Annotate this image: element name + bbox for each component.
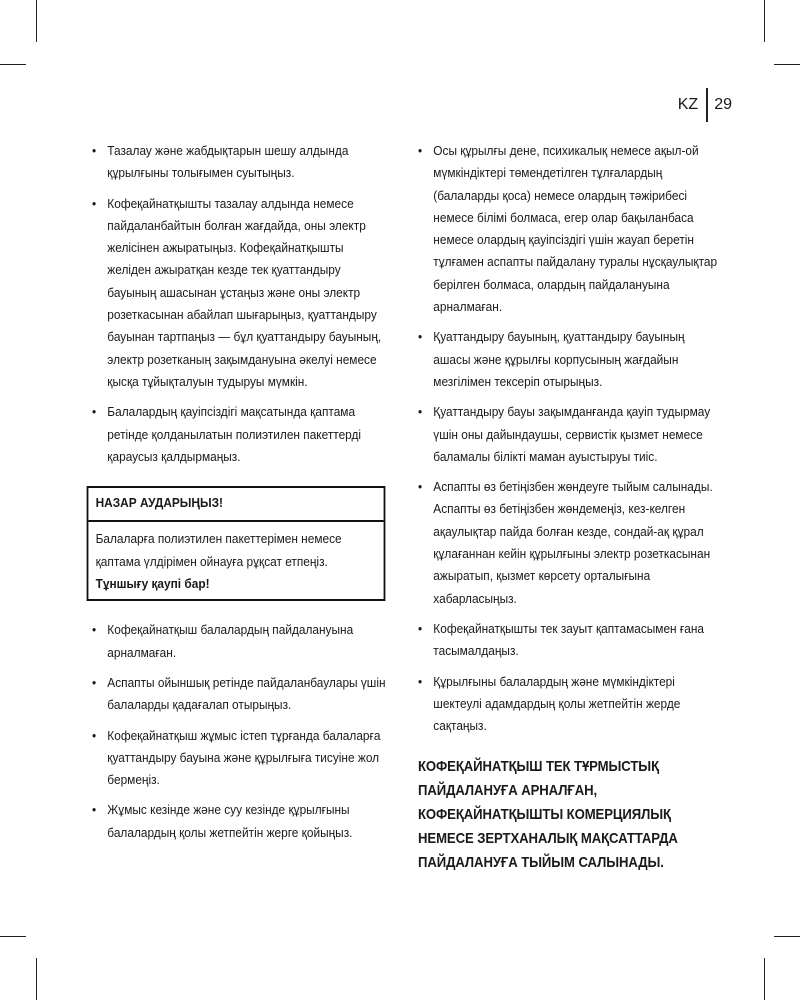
list-item: • Аспапты өз бетіңізбен жөндеуге тыйым салынады. Аспапты өз бетіңізбен жөндемеңіз, кез-келген ақаулықтар пайда болған кезде, сондай-ақ құрал құлағаннан кейін құрылғыны электр розеткасынан ажыратып, қызмет көрсету орталығына хабарласыңыз.: [418, 476, 720, 610]
warning-emphasis: Тұншығу қаупі бар!: [95, 576, 210, 592]
crop-mark: [0, 936, 26, 937]
page-number: 29: [714, 96, 732, 113]
crop-mark: [36, 958, 37, 1000]
crop-mark: [774, 64, 800, 65]
list-item: • Осы құрылғы дене, психикалық немесе ақыл-ой мүмкіндіктері төмендетілген тұлғалардың (балаларды қоса) немесе олардың тәжірибесі немесе білімі болмаса, егер олар бақыланбаса немесе олардың қауіпсіздігі үшін жауап беретін тұлғамен аспапты пайдалану туралы нұсқаулықтар берілген болмаса, олардың пайдалануына арналмаған.: [418, 140, 720, 318]
bullet-list-bottom: [92, 619, 389, 844]
list-item: • Тазалау және жабдықтарын шешу алдында құрылғыны толығымен суытыңыз.: [92, 140, 389, 185]
page-header: [678, 88, 732, 122]
list-item: • Кофеқайнатқыш балалардың пайдалануына арналмаған.: [92, 619, 389, 664]
list-item: • Балалардың қауіпсіздігі мақсатында қаптама ретінде қолданылатын полиэтилен пакеттерді қараусыз қалдырмаңыз.: [92, 401, 389, 468]
left-column: [92, 140, 389, 852]
list-item: • Кофеқайнатқышты тек зауыт қаптамасымен ғана тасымалдаңыз.: [418, 618, 720, 663]
crop-mark: [764, 958, 765, 1000]
list-item: • Кофеқайнатқыш жұмыс істеп тұрғанда балаларға қуаттандыру бауына және құрылғыға тисуіне жол бермеңіз.: [92, 725, 389, 792]
right-column: [418, 140, 720, 875]
list-item: • Аспапты ойыншық ретінде пайдаланбаулары үшін балаларды қадағалап отырыңыз.: [92, 672, 389, 717]
warning-text: Балаларға полиэтилен пакеттерімен немесе қаптама үлдірімен ойнауға рұқсат етпеңіз.: [95, 531, 342, 569]
list-item: • Жұмыс кезінде және суу кезінде құрылғыны балалардың қолы жетпейтін жерге қойыңыз.: [92, 799, 389, 844]
crop-mark: [36, 0, 37, 42]
list-item: • Құрылғыны балалардың және мүмкіндіктері шектеулі адамдардың қолы жетпейтін жерде сақтаңыз.: [418, 671, 720, 738]
final-notice: КОФЕҚАЙНАТҚЫШ ТЕК ТҰРМЫСТЫҚ ПАЙДАЛАНУҒА АРНАЛҒАН, КОФЕҚАЙНАТҚЫШТЫ КОМЕРЦИЯЛЫҚ НЕМЕСЕ ЗЕРТХАНАЛЫҚ МАҚСАТТАРДА ПАЙДАЛАНУҒА ТЫЙЫМ САЛЫНАДЫ.: [418, 759, 678, 872]
warning-box: [87, 486, 386, 601]
list-item: • Кофеқайнатқышты тазалау алдында немесе пайдаланбайтын болған жағдайда, оны электр желісінен ажыратыңыз. Кофеқайнатқышты желіден ажыратқан кезде тек қуаттандыру бауының ашасынан ұстаңыз және оны электр розеткасынан абайлап шығарыңыз, қуаттандыру бауынан тартпаңыз — бұл қуаттандыру бауының, электр розетканың зақымдануына әкелуі немесе қысқа тұйықталуын тудыруы мүмкін.: [92, 193, 389, 394]
language-code: KZ: [677, 96, 699, 113]
crop-mark: [0, 64, 26, 65]
bullet-list-right: [418, 140, 720, 737]
crop-mark: [764, 0, 765, 42]
bullet-list-top: [92, 140, 389, 468]
header-divider: [706, 88, 708, 122]
crop-mark: [774, 936, 800, 937]
warning-title: НАЗАР АУДАРЫҢЫЗ!: [88, 488, 383, 522]
warning-body: [88, 522, 383, 599]
list-item: • Қуаттандыру бауы зақымданғанда қауіп тудырмау үшін оны дайындаушы, сервистік қызмет немесе баламалы білікті маман ауыстыруы тиіс.: [418, 401, 720, 468]
list-item: • Қуаттандыру бауының, қуаттандыру бауының ашасы және құрылғы корпусының жағдайын мезгілімен тексеріп отырыңыз.: [418, 326, 720, 393]
